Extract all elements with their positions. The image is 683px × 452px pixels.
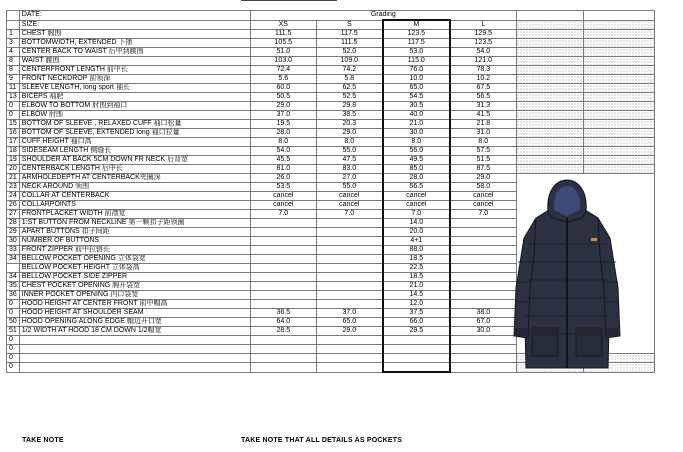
measurement-description: FRONT NECKDROP 前领深 [19,75,250,84]
dotted-cell [516,156,583,165]
value-s [316,363,383,373]
value-xs: 105.5 [250,39,316,48]
value-xs: 64.0 [250,318,316,327]
value-s: 83.0 [316,165,383,174]
value-m: 14.5 [383,291,450,300]
value-l: 41.5 [450,111,517,120]
dotted-cell [516,57,583,66]
value-m: 54.5 [383,93,450,102]
jacket-illustration [508,178,626,376]
measurement-description: 1/2 WIDTH AT HOOD 18 CM DOWN 1/2帽宽 [19,327,250,336]
table-row [7,111,655,120]
grading-label: Grading [250,11,516,21]
value-s [316,219,383,228]
value-l [450,246,517,255]
dotted-cell [583,93,654,102]
measurement-description: BICEPS 袖肥 [19,93,250,102]
measurement-description: WAIST 腰围 [19,57,250,66]
row-number: 8 [7,66,20,75]
row-number: 17 [7,138,20,147]
value-m: 30.5 [383,102,450,111]
row-number: 28 [7,219,20,228]
value-s: 117.5 [316,30,383,39]
measurement-description: NUMBER OF BUTTONS [19,237,250,246]
table-row [7,147,655,156]
dotted-cell [583,57,654,66]
value-xs: cancel [250,201,316,210]
value-s: 111.5 [316,39,383,48]
value-xs: 45.5 [250,156,316,165]
measurement-description: BELLOW POCKET OPENING 立体袋宽 [19,255,250,264]
row-number: 13 [7,93,20,102]
value-l [450,363,517,373]
value-m: 12.0 [383,300,450,309]
row-number: 18 [7,147,20,156]
value-s [316,228,383,237]
value-xs: 19.5 [250,120,316,129]
value-l: 51.5 [450,156,517,165]
table-row [7,48,655,57]
value-m [383,345,450,354]
measurement-description [19,354,250,363]
value-l: 87.5 [450,165,517,174]
size-xs-header: XS [250,20,316,30]
value-l: 129.5 [450,30,517,39]
value-xs: 60.0 [250,84,316,93]
measurement-description: COLLARPOINTS [19,201,250,210]
value-s: 65.0 [316,318,383,327]
table-row [7,120,655,129]
value-m: 85.0 [383,165,450,174]
measurement-description: ELBOW 肘围 [19,111,250,120]
value-l [450,228,517,237]
row-number: 0 [7,345,20,354]
row-number: 19 [7,156,20,165]
value-xs [250,300,316,309]
dotted-cell [583,39,654,48]
value-l [450,264,517,273]
size-header-row [7,20,655,30]
value-s [316,300,383,309]
row-number: 0 [7,300,20,309]
table-row [7,93,655,102]
measurement-description: ELBOW TO BOTTOM 肘围到袖口 [19,102,250,111]
value-l: cancel [450,192,517,201]
value-s: 27.0 [316,174,383,183]
row-number: 50 [7,318,20,327]
value-l: 58.0 [450,183,517,192]
row-number: 0 [7,102,20,111]
value-xs [250,255,316,264]
value-m: 4+1 [383,237,450,246]
date-row-pad-2 [583,11,654,21]
top-rule [241,0,337,1]
dotted-cell [583,129,654,138]
dotted-cell [583,48,654,57]
value-l [450,273,517,282]
dotted-cell [516,138,583,147]
value-xs: cancel [250,192,316,201]
row-number: 0 [7,363,20,373]
value-m: 65.0 [383,84,450,93]
value-m: 76.0 [383,66,450,75]
value-xs [250,363,316,373]
value-s [316,345,383,354]
hooded-down-jacket-icon [508,178,626,376]
dotted-cell [516,93,583,102]
measurement-description: BELLOW POCKET HEIGHT 立体袋高 [19,264,250,273]
measurement-description: HOOD OPENING ALONG EDGE 帽边开口宽 [19,318,250,327]
row-number: 9 [7,75,20,84]
value-xs [250,282,316,291]
value-xs [250,219,316,228]
value-l: 57.5 [450,147,517,156]
value-l: 56.5 [450,93,517,102]
value-m: 56.5 [383,183,450,192]
row-number: 27 [7,210,20,219]
size-header-no-cell [7,20,20,30]
row-number: 30 [7,237,20,246]
value-s: cancel [316,201,383,210]
size-m-header: M [383,20,450,30]
measurement-description: SHOULDER AT BACK 5CM DOWN FR NECK 后背宽 [19,156,250,165]
measurement-description: APART BUTTONS 扣子间距 [19,228,250,237]
value-l [450,336,517,345]
dotted-cell [583,102,654,111]
value-m: 49.5 [383,156,450,165]
dotted-cell [516,120,583,129]
dotted-cell [516,129,583,138]
value-l: 21.8 [450,120,517,129]
row-number: 16 [7,129,20,138]
take-note-details: TAKE NOTE THAT ALL DETAILS AS POCKETS [241,437,403,444]
value-s: 55.0 [316,183,383,192]
measurement-description: BOTTOM OF SLEEVE, EXTENDED long 袖口拉量 [19,129,250,138]
value-l [450,354,517,363]
value-xs: 50.5 [250,93,316,102]
value-m: 88.0 [383,246,450,255]
value-l: cancel [450,201,517,210]
value-xs [250,354,316,363]
row-number: 35 [7,282,20,291]
measurement-description: FRONTPLACKET WIDTH 前襟宽 [19,210,250,219]
value-xs: 28.5 [250,327,316,336]
value-xs: 29.0 [250,102,316,111]
value-s: 52.0 [316,48,383,57]
measurement-description: INNER POCKET OPENING 内口袋宽 [19,291,250,300]
row-number: 36 [7,291,20,300]
value-m [383,336,450,345]
dotted-cell [516,20,583,30]
row-number: 34 [7,273,20,282]
measurement-description: CHEST POCKET OPENING 胸开袋宽 [19,282,250,291]
value-xs [250,237,316,246]
value-s: cancel [316,192,383,201]
dotted-cell [516,102,583,111]
row-number: 24 [7,192,20,201]
value-m: 21.0 [383,120,450,129]
row-number: 20 [7,165,20,174]
value-xs: 26.0 [250,174,316,183]
measurement-description: CHEST 胸围 [19,30,250,39]
value-xs [250,273,316,282]
row-number: 29 [7,228,20,237]
value-s [316,246,383,255]
dotted-cell [516,84,583,93]
value-s: 109.0 [316,57,383,66]
row-number: 8 [7,57,20,66]
dotted-cell [583,66,654,75]
date-label: DATE: [19,11,250,21]
value-m: 21.0 [383,282,450,291]
table-row [7,138,655,147]
row-number: 0 [7,111,20,120]
measurement-description: HOOD HEIGHT AT CENTER FRONT 前中帽高 [19,300,250,309]
measurement-description: FRONT ZIPPER 前中拉链长 [19,246,250,255]
value-s: 62.5 [316,84,383,93]
value-m: 28.0 [383,174,450,183]
table-row [7,129,655,138]
value-m: 56.0 [383,147,450,156]
row-number: 0 [7,309,20,318]
value-m: 53.0 [383,48,450,57]
value-xs: 36.5 [250,309,316,318]
row-number: 0 [7,336,20,345]
value-s: 8.0 [316,138,383,147]
measurement-description: SLEEVE LENGTH, long sport 袖长 [19,84,250,93]
row-number: 21 [7,174,20,183]
dotted-cell [516,147,583,156]
row-number: 4 [7,48,20,57]
measurement-description: SIDESEAM LENGTH 侧缝长 [19,147,250,156]
table-row [7,156,655,165]
value-s: 29.8 [316,102,383,111]
row-number: 1 [7,30,20,39]
value-m: 37.5 [383,309,450,318]
value-xs: 28.0 [250,129,316,138]
value-m: 29.5 [383,327,450,336]
table-row [7,75,655,84]
value-l: 7.0 [450,210,517,219]
value-xs: 37.0 [250,111,316,120]
value-m: 123.5 [383,30,450,39]
dotted-cell [583,147,654,156]
value-l: 29.0 [450,174,517,183]
table-row [7,30,655,39]
dotted-cell [583,156,654,165]
value-l [450,237,517,246]
value-xs: 54.0 [250,147,316,156]
value-s: 47.5 [316,156,383,165]
value-s: 37.0 [316,309,383,318]
date-row-no-cell [7,11,20,21]
value-l: 8.0 [450,138,517,147]
take-note-label: TAKE NOTE [22,437,64,444]
value-xs [250,336,316,345]
value-l [450,300,517,309]
value-xs: 8.0 [250,138,316,147]
dotted-cell [516,30,583,39]
measurement-description: CENTER BACK TO WAIST 后中到腰围 [19,48,250,57]
size-s-header: S [316,20,383,30]
value-s [316,354,383,363]
value-xs [250,264,316,273]
measurement-description: ARMHOLEDEPTH AT CENTERBACK夹圈深 [19,174,250,183]
dotted-cell [516,48,583,57]
value-xs: 51.0 [250,48,316,57]
value-m: 22.5 [383,264,450,273]
dotted-cell [516,165,583,174]
value-l [450,219,517,228]
value-xs: 53.5 [250,183,316,192]
value-l: 31.3 [450,102,517,111]
row-number: 0 [7,354,20,363]
table-row [7,57,655,66]
value-xs: 111.5 [250,30,316,39]
value-m: cancel [383,192,450,201]
value-xs: 103.0 [250,57,316,66]
value-m [383,354,450,363]
dotted-cell [583,138,654,147]
table-row [7,84,655,93]
measurement-description: BOTTOM OF SLEEVE , RELAXED CUFF 袖口松量 [19,120,250,129]
table-row [7,39,655,48]
value-m: 18.5 [383,273,450,282]
value-m: 14.0 [383,219,450,228]
row-number: 15 [7,120,20,129]
value-l: 38.0 [450,309,517,318]
row-number: 11 [7,84,20,93]
dotted-cell [583,75,654,84]
value-m: 10.0 [383,75,450,84]
value-l: 67.0 [450,318,517,327]
table-row [7,102,655,111]
value-s: 38.5 [316,111,383,120]
value-l: 10.2 [450,75,517,84]
table-row [7,165,655,174]
value-l: 30.0 [450,327,517,336]
value-s: 20.3 [316,120,383,129]
measurement-description: CENTERFRONT LENGTH 前中长 [19,66,250,75]
row-number: 33 [7,246,20,255]
dotted-cell [583,84,654,93]
measurement-description: COLLAR AT CENTERBACK [19,192,250,201]
value-xs: 7.0 [250,210,316,219]
value-l [450,255,517,264]
size-label: SIZE: [19,20,250,30]
value-s [316,282,383,291]
value-s: 29.0 [316,129,383,138]
size-l-header: L [450,20,517,30]
value-s: 7.0 [316,210,383,219]
value-l: 121.0 [450,57,517,66]
value-l [450,345,517,354]
value-xs: 81.0 [250,165,316,174]
value-m: 66.0 [383,318,450,327]
value-m: 18.5 [383,255,450,264]
value-xs [250,291,316,300]
row-number: 3 [7,39,20,48]
value-xs: 72.4 [250,66,316,75]
dotted-cell [583,30,654,39]
dotted-cell [583,165,654,174]
value-s: 74.2 [316,66,383,75]
value-s [316,237,383,246]
value-s: 52.5 [316,93,383,102]
date-row-pad-1 [516,11,583,21]
value-m: cancel [383,201,450,210]
value-l: 31.0 [450,129,517,138]
measurement-description: CENTERBACK LENGTH 后中长 [19,165,250,174]
value-xs [250,228,316,237]
value-s [316,264,383,273]
value-s [316,255,383,264]
value-m: 20.0 [383,228,450,237]
value-l [450,291,517,300]
value-m: 30.0 [383,129,450,138]
dotted-cell [516,39,583,48]
dotted-cell [516,66,583,75]
table-row [7,66,655,75]
measurement-description: HOOD HEIGHT AT SHOULDER SEAM [19,309,250,318]
value-m: 8.0 [383,138,450,147]
row-number [7,264,20,273]
value-xs [250,246,316,255]
dotted-cell [583,20,654,30]
value-m: 40.0 [383,111,450,120]
row-number: 26 [7,201,20,210]
measurement-description [19,363,250,373]
measurement-description: 1:ST BUTTON FROM NECKLINE 第一颗扣子距领圈 [19,219,250,228]
value-s [316,291,383,300]
dotted-cell [516,111,583,120]
value-s [316,273,383,282]
value-xs: 5.6 [250,75,316,84]
measurement-description: BELLOW POCKET SIDE ZIPPER [19,273,250,282]
dotted-cell [583,111,654,120]
value-m [383,363,450,373]
value-s: 55.0 [316,147,383,156]
value-xs [250,345,316,354]
value-m: 115.0 [383,57,450,66]
value-l: 54.0 [450,48,517,57]
date-row [7,11,655,21]
measurement-description: BOTTOMWIDTH, EXTENDED 下摆 [19,39,250,48]
measurement-description: CUFF HEIGHT 袖口高 [19,138,250,147]
row-number: 51 [7,327,20,336]
dotted-cell [516,75,583,84]
measurement-description [19,336,250,345]
value-s [316,336,383,345]
value-m: 7.0 [383,210,450,219]
row-number: 23 [7,183,20,192]
measurement-description [19,345,250,354]
value-l [450,282,517,291]
value-s: 5.8 [316,75,383,84]
dotted-cell [583,120,654,129]
measurement-description: NECK AROUND 领围 [19,183,250,192]
value-m: 117.5 [383,39,450,48]
value-l: 78.3 [450,66,517,75]
value-l: 67.5 [450,84,517,93]
value-l: 123.5 [450,39,517,48]
row-number: 34 [7,255,20,264]
value-s: 29.0 [316,327,383,336]
